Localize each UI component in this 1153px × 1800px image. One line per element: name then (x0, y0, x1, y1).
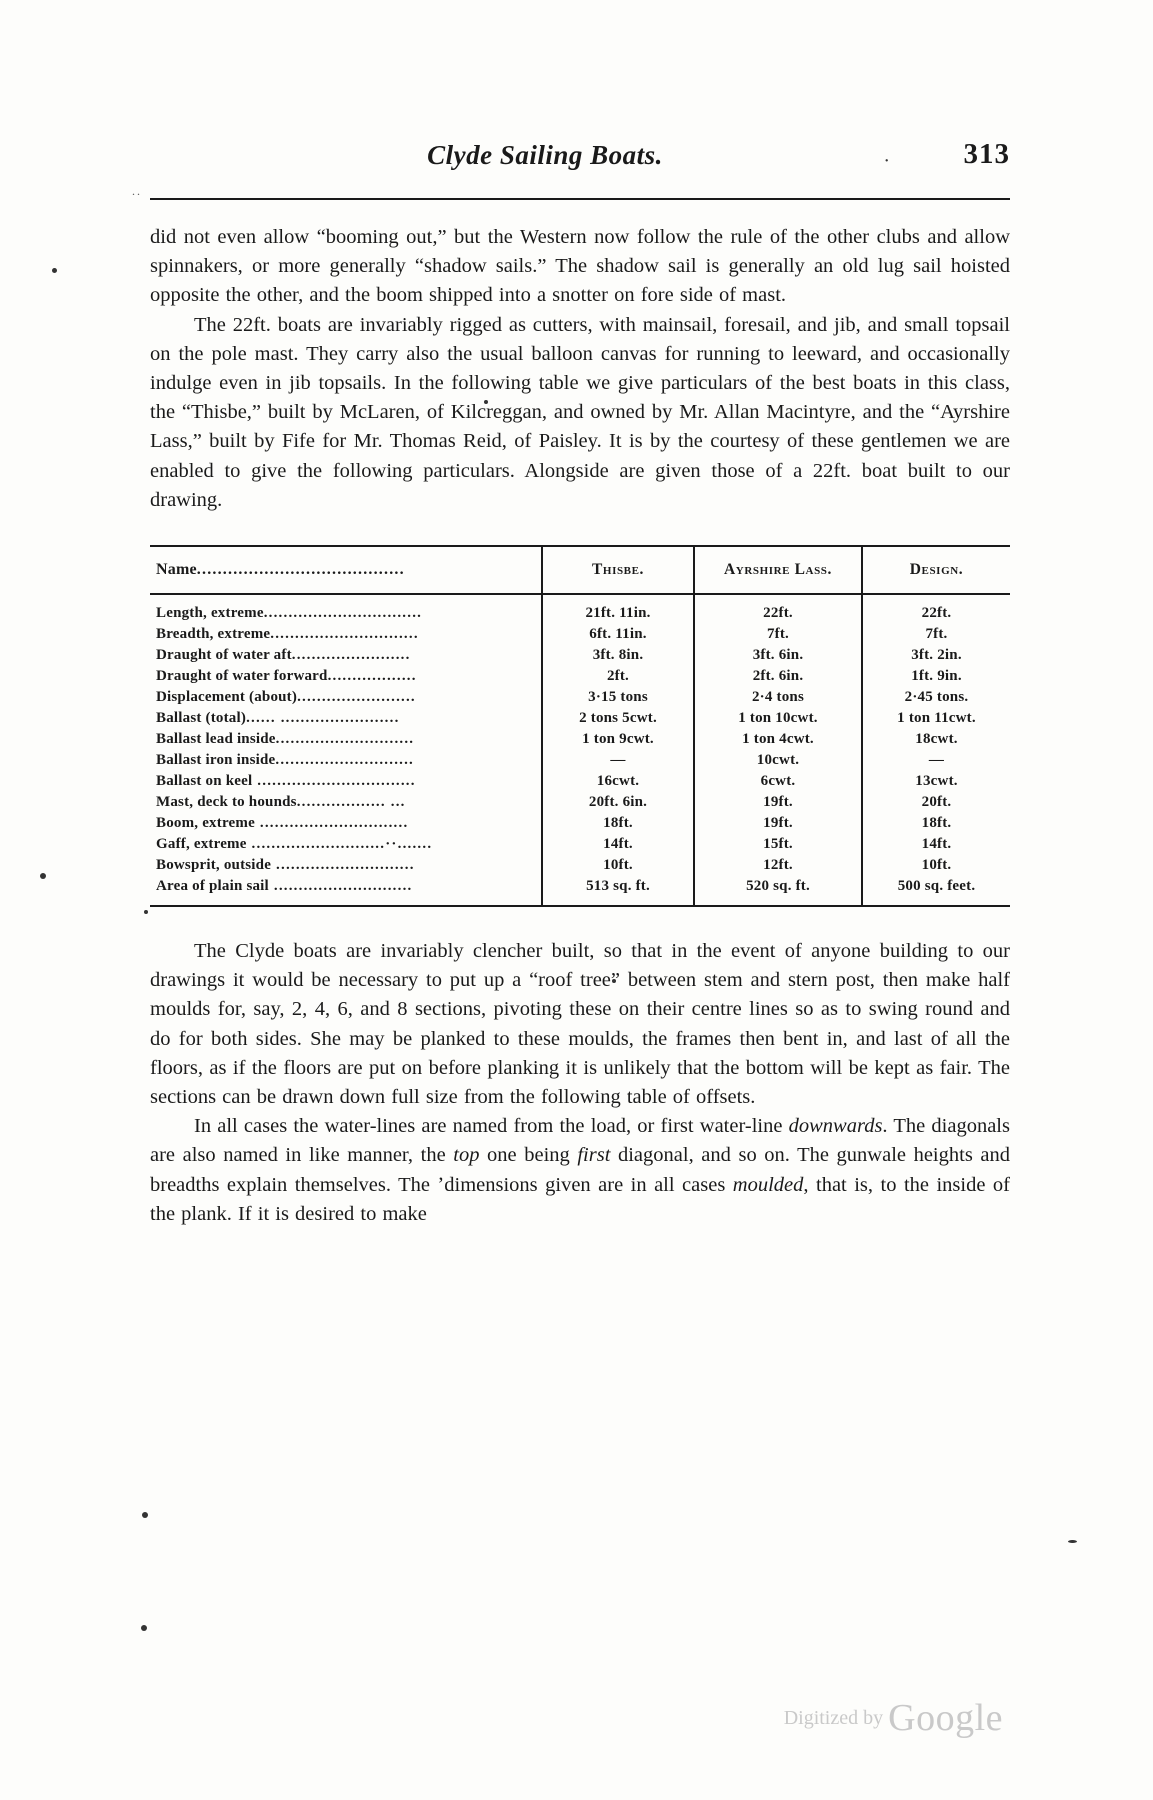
spacer-cell (862, 594, 1010, 603)
row-label (150, 708, 542, 729)
row-value-ayrshire: 12ft. (694, 855, 862, 876)
spacer-cell (150, 594, 542, 603)
row-value-ayrshire: 19ft. (694, 813, 862, 834)
digitized-by-watermark (784, 1696, 1003, 1740)
table-row (150, 624, 1010, 645)
watermark-brand: Google (888, 1697, 1003, 1739)
row-label (150, 855, 542, 876)
row-value-ayrshire: 2ft. 6in. (694, 666, 862, 687)
final-part-3: one being (479, 1144, 578, 1167)
table-header-thisbe: Thisbe. (542, 547, 694, 594)
row-value-thisbe: 3·15 tons (542, 687, 694, 708)
table-header-name-label: Name (156, 561, 197, 579)
row-value-thisbe: — (542, 750, 694, 771)
row-value-design: 2·45 tons. (862, 687, 1010, 708)
row-label-dots: ............................ (275, 752, 414, 769)
spacer-cell (694, 897, 862, 905)
header-rule (150, 198, 1010, 200)
row-value-design: 22ft. (862, 603, 1010, 624)
row-value-ayrshire: 2·4 tons (694, 687, 862, 708)
row-value-thisbe: 6ft. 11in. (542, 624, 694, 645)
final-part-1: In all cases the water-lines are named from the load, or first water-line (194, 1115, 789, 1138)
row-value-ayrshire: 6cwt. (694, 771, 862, 792)
row-value-design: 1ft. 9in. (862, 666, 1010, 687)
watermark-prefix: Digitized by (783, 1707, 889, 1729)
table-header-name-dots: ........................................ (196, 561, 405, 579)
row-label-text: Draught of water aft (156, 647, 292, 664)
final-part-2: . The diagonals are also named in like manner, the (150, 1115, 1010, 1167)
row-label-text: Ballast iron inside (156, 752, 276, 769)
row-value-thisbe: 21ft. 11in. (542, 603, 694, 624)
paragraph-3: The Clyde boats are invariably clencher built, so that in the event of anyone building to our drawings it would be necessary to put up a “roof tree” between stem and stern post, then make half moulds for, say, 2, 4, 6, and 8 sections, pivoting these on their centre lines so as to swing round and do for both sides. She may be planked to these moulds, the frames then bent in, and last of all the floors, as if the floors are put on before planking it is unlikely that the bottom will be kept as fair. The sections can be drawn down full size from the following table of offsets. (150, 940, 1010, 1109)
row-value-design: 14ft. (862, 834, 1010, 855)
table-header-name (150, 547, 542, 594)
scan-speck (142, 1512, 148, 1518)
row-label-text: Ballast on keel (156, 773, 253, 790)
row-label-dots: ............................ (271, 857, 415, 874)
row-label-dots: .................. (327, 668, 417, 685)
row-label-dots: .............................. (270, 626, 419, 643)
header-dot: · (883, 150, 890, 172)
final-italic-1: downwards (788, 1115, 883, 1138)
row-value-thisbe: 2ft. (542, 666, 694, 687)
row-value-design: — (862, 750, 1010, 771)
table-row (150, 792, 1010, 813)
row-label (150, 771, 542, 792)
row-value-design: 18cwt. (862, 729, 1010, 750)
table-row (150, 876, 1010, 897)
table-row (150, 750, 1010, 771)
scan-speck (141, 1625, 147, 1631)
table-bottom-pad-row (150, 897, 1010, 905)
spacer-cell (150, 897, 542, 905)
row-label-dots: ...... ........................ (246, 710, 400, 727)
row-label-dots: ...........................··....... (246, 836, 433, 853)
table-row (150, 687, 1010, 708)
row-value-thisbe: 18ft. (542, 813, 694, 834)
row-value-ayrshire: 7ft. (694, 624, 862, 645)
table-row (150, 603, 1010, 624)
final-italic-3: first (577, 1144, 611, 1167)
row-label (150, 834, 542, 855)
table-row (150, 855, 1010, 876)
row-label-dots: .............................. (254, 815, 409, 832)
row-label-text: Ballast (total) (156, 710, 247, 727)
row-value-ayrshire: 3ft. 6in. (694, 645, 862, 666)
row-value-thisbe: 3ft. 8in. (542, 645, 694, 666)
row-value-ayrshire: 22ft. (694, 603, 862, 624)
table-row (150, 666, 1010, 687)
row-label (150, 603, 542, 624)
row-label-dots: ........................ (297, 689, 416, 706)
row-label-text: Gaff, extreme (156, 836, 247, 853)
row-value-design: 18ft. (862, 813, 1010, 834)
table-row (150, 729, 1010, 750)
scan-speck (40, 873, 46, 879)
row-label-dots: .................. ... (296, 794, 406, 811)
row-value-thisbe: 513 sq. ft. (542, 876, 694, 897)
row-label-text: Bowsprit, outside (156, 857, 272, 874)
row-value-design: 7ft. (862, 624, 1010, 645)
row-label (150, 813, 542, 834)
scan-speck (144, 910, 148, 914)
row-label-text: Ballast lead inside (156, 731, 276, 748)
row-value-ayrshire: 10cwt. (694, 750, 862, 771)
row-label (150, 876, 542, 897)
row-value-design: 20ft. (862, 792, 1010, 813)
scan-speck (1068, 1540, 1077, 1543)
paragraph-2: The 22ft. boats are invariably rigged as cutters, with mainsail, foresail, and jib, and small topsail on the pole mast. They carry also the usual balloon canvas for running to leeward, and occasionally indulge even in jib topsails. In the following table we give particulars of the best boats in this class, the “Thisbe,” built by McLaren, of Kilcreggan, and owned by Mr. Allan Macintyre, and the “Ayrshire Lass,” built by Fife for Mr. Thomas Reid, of Paisley. It is by the courtesy of these gentlemen we are enabled to give the following particulars. Alongside are given those of a 22ft. boat built to our drawing. (150, 313, 1010, 511)
specifications-table-wrapper (150, 545, 1010, 907)
spacer-cell (862, 897, 1010, 905)
row-label (150, 750, 542, 771)
row-label-text: Length, extreme (156, 605, 264, 622)
paragraph-1: did not even allow “booming out,” but the Western now follow the rule of the other clubs and allow spinnakers, or more generally “shadow sails.” The shadow sail is generally an old lug sail hoisted opposite the other, and the boom shipped into a snotter on fore side of mast. (150, 226, 1010, 307)
row-label-text: Draught of water forward (156, 668, 328, 685)
row-label-dots: ................................ (252, 773, 416, 790)
final-part-5: , that is, to the inside of the plank. If it is desired to make (150, 1173, 1010, 1225)
table-row (150, 771, 1010, 792)
row-label (150, 792, 542, 813)
paragraph-4 (150, 1112, 1010, 1229)
row-value-thisbe: 20ft. 6in. (542, 792, 694, 813)
row-value-ayrshire: 1 ton 4cwt. (694, 729, 862, 750)
table-spacer-row (150, 594, 1010, 603)
row-value-design: 3ft. 2in. (862, 645, 1010, 666)
row-label (150, 645, 542, 666)
running-head-title: Clyde Sailing Boats. (427, 140, 663, 170)
row-label-dots: ............................ (268, 878, 413, 895)
row-value-design: 13cwt. (862, 771, 1010, 792)
row-value-ayrshire: 1 ton 10cwt. (694, 708, 862, 729)
row-value-ayrshire: 19ft. (694, 792, 862, 813)
row-value-thisbe: 2 tons 5cwt. (542, 708, 694, 729)
spacer-cell (542, 594, 694, 603)
row-label-dots: ................................ (263, 605, 423, 622)
final-italic-4: moulded (732, 1173, 804, 1196)
spacer-cell (542, 897, 694, 905)
table-row (150, 645, 1010, 666)
table-header-ayrshire-lass: Ayrshire Lass. (694, 547, 862, 594)
scan-speck (52, 268, 57, 273)
row-value-ayrshire: 520 sq. ft. (694, 876, 862, 897)
page-number: 313 (963, 138, 1010, 170)
final-part-4: diagonal, and so on. The gunwale heights and breadths explain themselves. The ʼdimensions given are in all cases (150, 1144, 1010, 1196)
spacer-cell (694, 594, 862, 603)
row-label-text: Displacement (about) (156, 689, 298, 706)
row-value-thisbe: 14ft. (542, 834, 694, 855)
row-label-text: Mast, deck to hounds (156, 794, 297, 811)
table-row (150, 834, 1010, 855)
row-label-dots: ........................ (291, 647, 411, 664)
row-value-ayrshire: 15ft. (694, 834, 862, 855)
table-header-design: Design. (862, 547, 1010, 594)
row-label (150, 729, 542, 750)
page-header (132, 138, 1010, 198)
page-content (132, 138, 1010, 1229)
row-label (150, 624, 542, 645)
specifications-table (150, 547, 1010, 905)
row-value-design: 1 ton 11cwt. (862, 708, 1010, 729)
margin-mark: .. (132, 184, 142, 198)
row-label-text: Area of plain sail (156, 878, 269, 895)
row-label (150, 687, 542, 708)
final-italic-2: top (453, 1144, 480, 1167)
row-value-design: 10ft. (862, 855, 1010, 876)
row-label-text: Boom, extreme (156, 815, 255, 832)
table-row (150, 813, 1010, 834)
row-label (150, 666, 542, 687)
table-header-row (150, 547, 1010, 594)
row-label-text: Breadth, extreme (156, 626, 271, 643)
row-value-thisbe: 1 ton 9cwt. (542, 729, 694, 750)
table-row (150, 708, 1010, 729)
row-value-thisbe: 16cwt. (542, 771, 694, 792)
row-value-thisbe: 10ft. (542, 855, 694, 876)
row-value-design: 500 sq. feet. (862, 876, 1010, 897)
row-label-dots: ............................ (275, 731, 415, 748)
